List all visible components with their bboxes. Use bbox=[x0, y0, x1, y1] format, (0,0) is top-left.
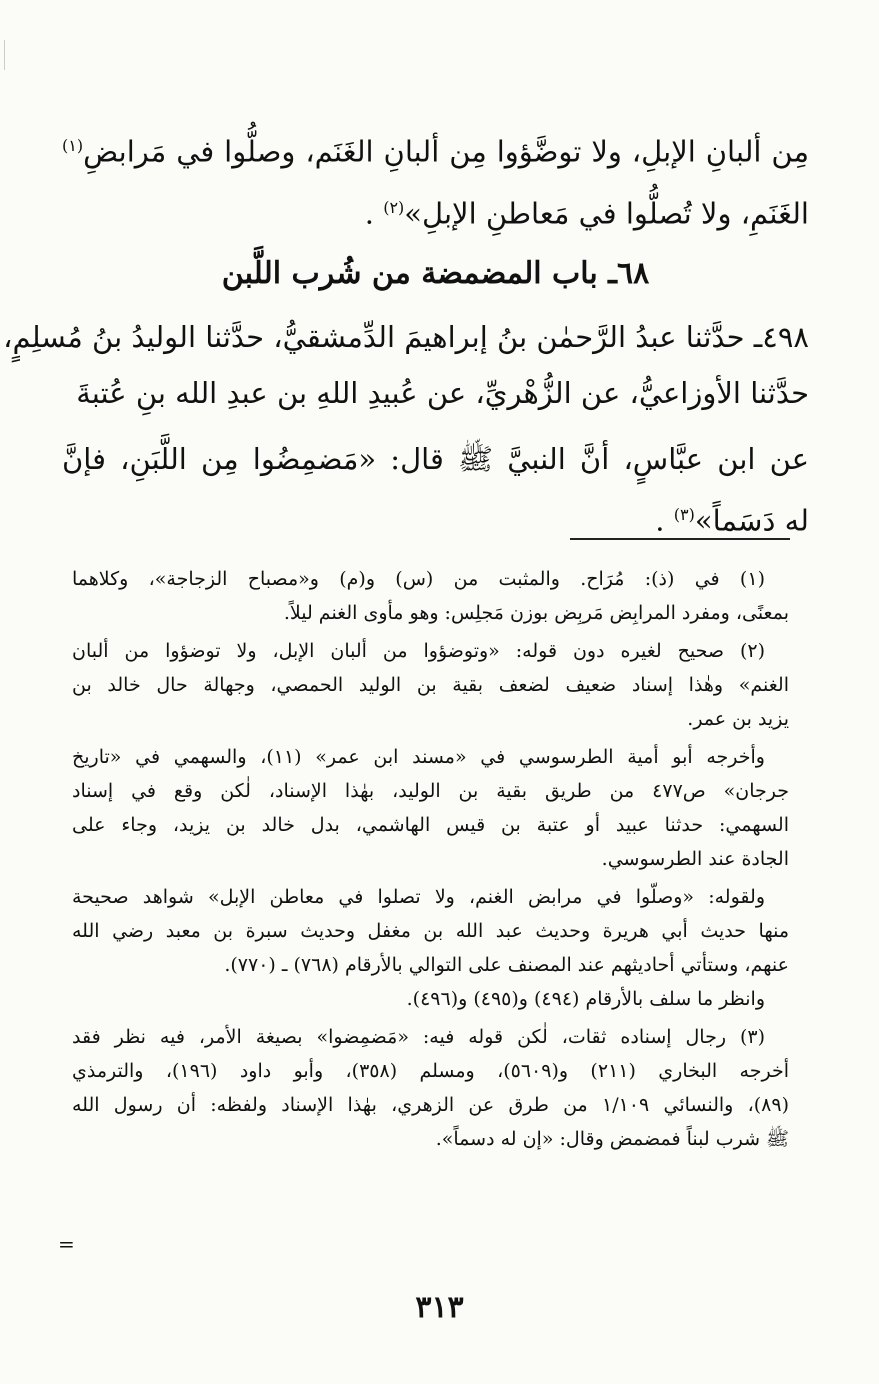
footnote-line: ﷺ شرب لبناً فمضمض وقال: «إن له دسماً». bbox=[435, 1128, 789, 1150]
footnote-2-witnesses bbox=[72, 880, 789, 1016]
footnote-separator bbox=[570, 538, 790, 540]
footnote-line: الجادة عند الطرسوسي. bbox=[601, 848, 789, 870]
footnote-line: ولقوله: «وصلّوا في مرابض الغنم، ولا تصلوا في معاطن الإبل» شواهد صحيحة bbox=[72, 886, 765, 908]
footnote-line: وأخرجه أبو أمية الطرسوسي في «مسند ابن عمر» (١١)، والسهمي في «تاريخ bbox=[72, 746, 765, 768]
main-text bbox=[3, 118, 809, 549]
footnote-line: (٨٩)، والنسائي ١/١٠٩ من طرق عن الزهري، بهٰذا الإسناد ولفظه: أن رسول الله bbox=[72, 1094, 789, 1116]
footnote-line: (٣) رجال إسناده ثقات، لٰكن قوله فيه: «مَضمِضوا» بصيغة الأمر، فيه نظر فقد bbox=[72, 1026, 765, 1048]
hadith-line: حدَّثنا الأوزاعيُّ، عن الزُّهْريِّ، عن عُبيدِ اللهِ بن عبدِ الله بنِ عُتبةَ bbox=[76, 376, 809, 411]
footnote-2-continued bbox=[72, 740, 789, 876]
footnote-line: وانظر ما سلف بالأرقام (٤٩٤) و(٤٩٥) و(٤٩٦). bbox=[406, 988, 765, 1010]
footnote-line: يزيد بن عمر. bbox=[687, 708, 789, 730]
continuation-mark: = bbox=[58, 1232, 75, 1256]
footnote-line: (١) في (ذ): مُرَاح. والمثبت من (س) و(م) و«مصباح الزجاجة»، وكلاهما bbox=[72, 568, 765, 590]
footnote-line: منها حديث أبي هريرة وحديث عبد الله بن مغفل وحديث سبرة بن معبد رضي الله bbox=[72, 920, 789, 942]
footnote-2 bbox=[72, 634, 789, 736]
footnote-line: (٢) صحيح لغيره دون قوله: «وتوضؤوا من ألبان الإبل، ولا توضؤوا من ألبان bbox=[72, 640, 765, 662]
main-line: مِن ألبانِ الإبلِ، ولا توضَّؤوا مِن ألبانِ الغَنَم، وصلُّوا في مَرابضِ$^{(١)}$ bbox=[62, 134, 809, 169]
hadith-line: له دَسَماً»$^{(٣)}$ . bbox=[655, 503, 809, 538]
footnote-ref: (١) bbox=[62, 136, 84, 155]
page-number: ٣١٣ bbox=[415, 1290, 464, 1325]
footnote-line: السهمي: حدثنا عبيد أو عتبة بن قيس الهاشمي، بدل خالد بن يزيد، وجاء على bbox=[72, 814, 789, 836]
footnote-line: أخرجه البخاري (٢١١) و(٥٦٠٩)، ومسلم (٣٥٨)، وأبو داود (١٩٦)، والترمذي bbox=[72, 1060, 789, 1082]
footnote-line: عنهم، وستأتي أحاديثهم عند المصنف على التوالي بالأرقام (٧٦٨) ـ (٧٧٠). bbox=[224, 954, 789, 976]
footnote-3 bbox=[72, 1020, 789, 1156]
page-edge-mark bbox=[4, 40, 7, 70]
footnote-ref: (٢) bbox=[383, 197, 405, 217]
footnote-line: جرجان» ص٤٧٧ من طريق بقية بن الوليد، بهٰذا الإسناد، لٰكن وقع في إسناد bbox=[72, 780, 790, 802]
footnote-line: الغنم» وهٰذا إسناد ضعيف لضعف بقية بن الوليد الحمصي، وجهالة حال خالد بن bbox=[72, 674, 789, 696]
footnote-1 bbox=[72, 562, 789, 630]
chapter-title: ٦٨ـ باب المضمضة من شُرب اللَّبن bbox=[221, 256, 650, 292]
hadith-line: عن ابن عبَّاسٍ، أنَّ النبيَّ ﷺ قال: «مَضمِضُوا مِن اللَّبَنِ، فإنَّ bbox=[62, 442, 809, 477]
footnote-line: بمعنًى، ومفرد المرابِض مَربِض بوزن مَجلِس: وهو مأوى الغنم ليلاً. bbox=[283, 602, 789, 624]
footnotes bbox=[72, 562, 789, 1160]
hadith-line: ٤٩٨ـ حدَّثنا عبدُ الرَّحمٰن بنُ إبراهيمَ الدِّمشقيُّ، حدَّثنا الوليدُ بنُ مُسلِمٍ، bbox=[3, 320, 809, 355]
main-line: الغَنَمِ، ولا تُصلُّوا في مَعاطنِ الإبلِ»$^{(٢)}$ . bbox=[364, 196, 809, 231]
footnote-ref: (٣) bbox=[673, 505, 695, 525]
